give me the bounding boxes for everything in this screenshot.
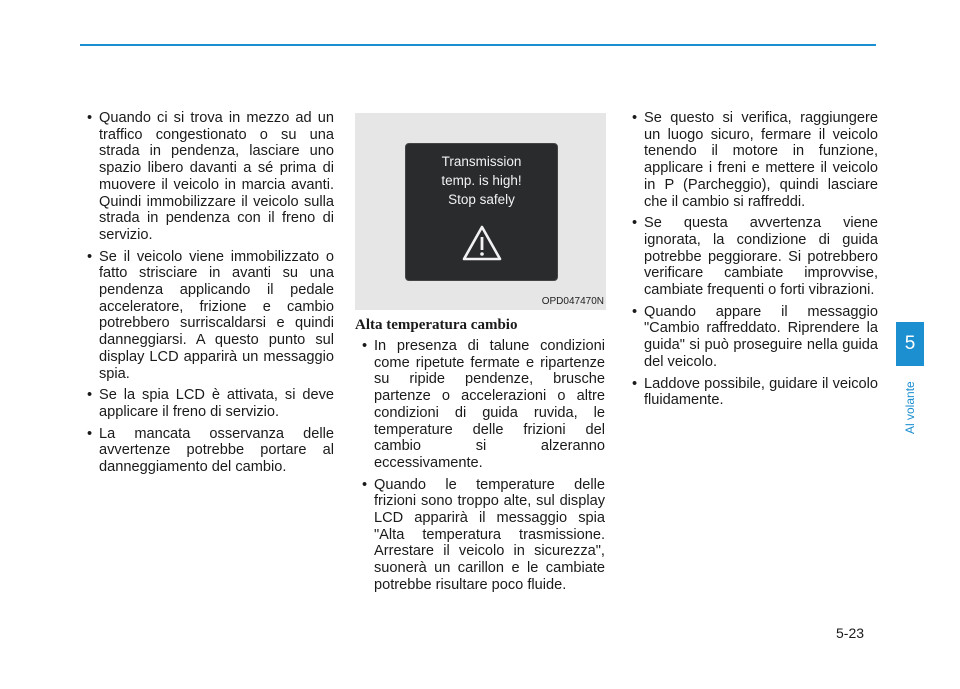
middle-column [355, 316, 605, 599]
bullet-item: • La mancata osservanza delle avvertenze potrebbe portare al danneggiamento del cambio. [80, 426, 334, 476]
chapter-title [902, 372, 918, 432]
page-number: 5-23 [836, 625, 865, 641]
chapter-title-text: Al volante [903, 381, 917, 434]
bullet-item: • Quando le temperature delle frizioni sono troppo alte, sul display LCD apparirà il messaggio spia "Alta temperatura trasmissione. Arrestare il veicolo in sicurezza", suonerà un carillon e le cambiate potrebbe risultare poco fluide. [355, 477, 605, 594]
bullet-item: • Se questo si verifica, raggiungere un luogo sicuro, fermare il veicolo tenendo il motore in funzione, applicare i freni e mettere il veicolo in P (Parcheggio), quindi lasciare che il cambio si raffreddi. [625, 110, 878, 210]
right-column [625, 110, 878, 414]
bullet-item: • Se questa avvertenza viene ignorata, la condizione di guida potrebbe peggiorare. Si potrebbero verificare cambiate improvvise, cambiate frequenti o forti vibrazioni. [625, 215, 878, 299]
lcd-line: Transmission [441, 154, 522, 169]
lcd-display [405, 143, 558, 281]
bullet-item: • Quando ci si trova in mezzo ad un traffico congestionato o su una strada in pendenza, lasciare uno spazio libero davanti a sé prima di muovere il veicolo in marcia avanti. Quindi immobilizzare il veicolo sulla strada in pendenza con il freno di servizio. [80, 110, 334, 244]
lcd-warning-figure [355, 113, 606, 310]
bullet-item: • Se la spia LCD è attivata, si deve applicare il freno di servizio. [80, 387, 334, 420]
bullet-item: • In presenza di talune condizioni come ripetute fermate e ripartenze su ripide pendenze, brusche partenze o accelerazioni o altre condizioni di guida ruvida, le temperature delle frizioni del cambio si alzeranno eccessivamente. [355, 338, 605, 472]
bullet-item: • Quando appare il messaggio "Cambio raffreddato. Riprendere la guida" si può proseguire nella guida del veicolo. [625, 304, 878, 371]
warning-triangle-icon [461, 224, 503, 262]
lcd-line: temp. is high! [441, 173, 522, 188]
left-column [80, 110, 334, 481]
figure-code: OPD047470N [541, 296, 604, 307]
section-heading: Alta temperatura cambio [355, 317, 518, 333]
lcd-line: Stop safely [448, 192, 515, 207]
header-rule [80, 44, 876, 46]
chapter-number-tab: 5 [896, 322, 924, 366]
bullet-item: • Se il veicolo viene immobilizzato o fatto strisciare in avanti su una pendenza applicando il pedale acceleratore, frizione e cambio potrebbero surriscaldarsi e quindi danneggiarsi. A questo punto sul display LCD apparirà un messaggio spia. [80, 249, 334, 383]
bullet-item: • Laddove possibile, guidare il veicolo fluidamente. [625, 376, 878, 409]
